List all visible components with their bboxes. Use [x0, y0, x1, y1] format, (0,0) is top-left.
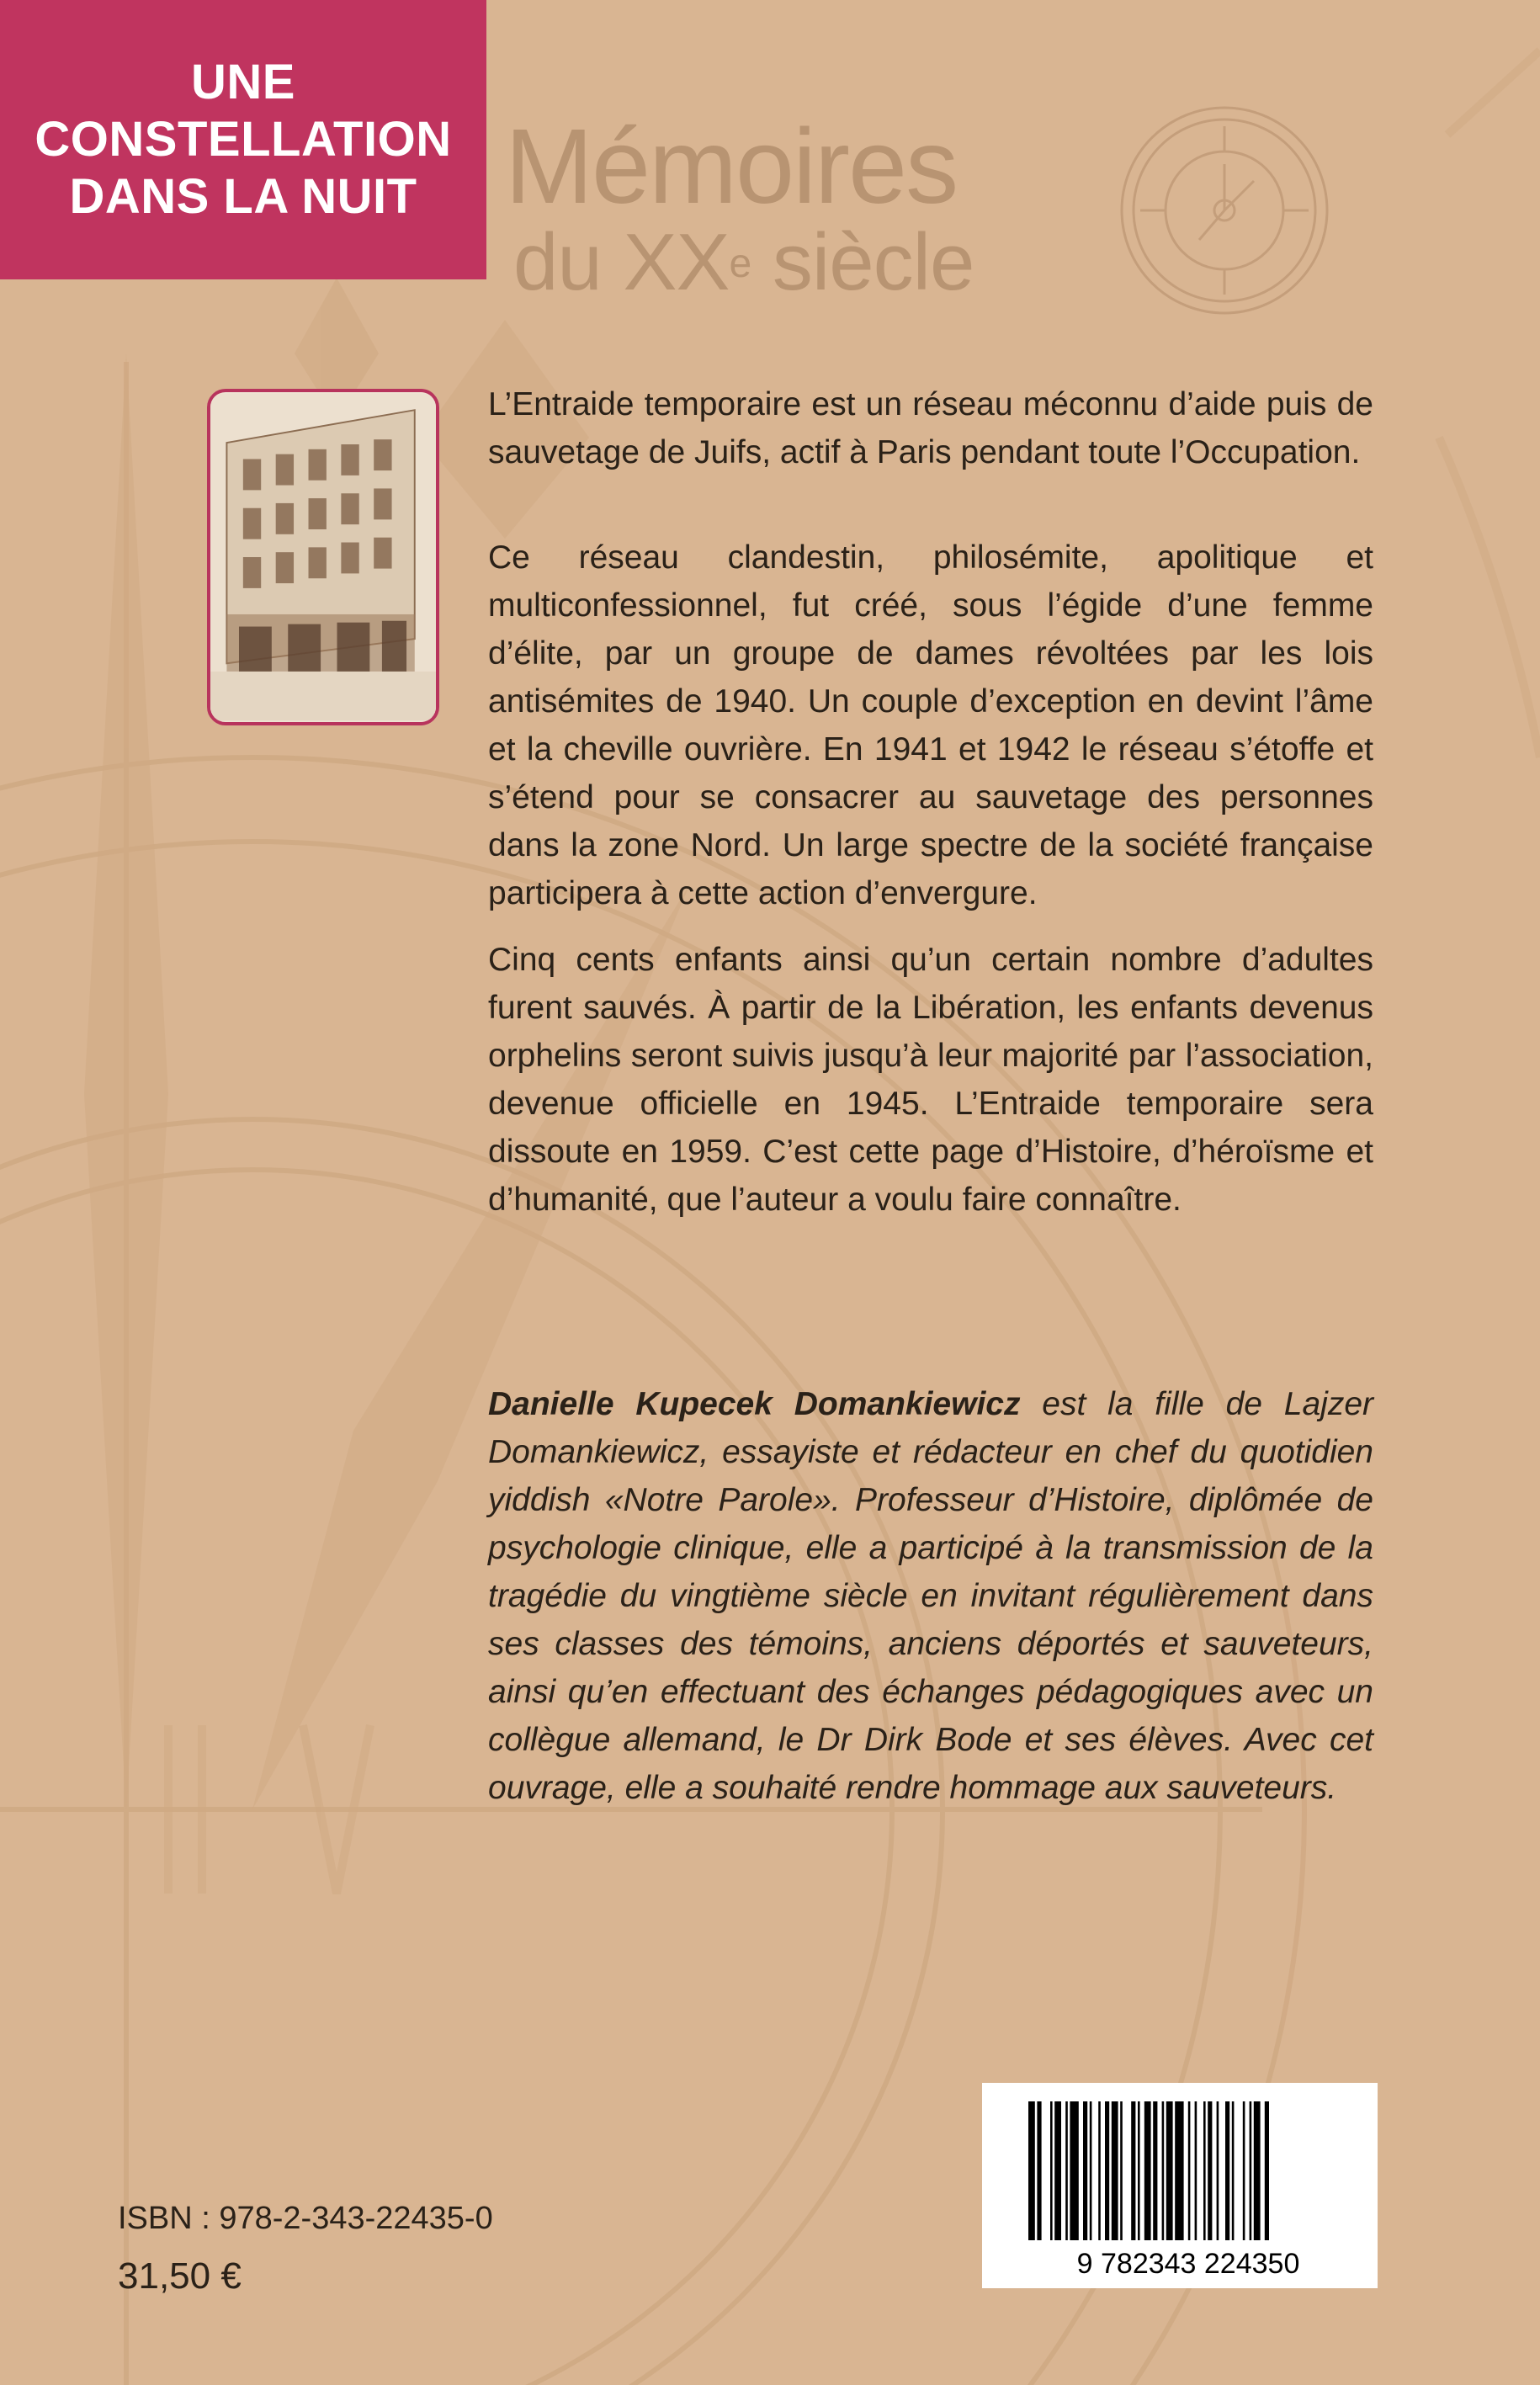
- price: 31,50 €: [118, 2255, 242, 2297]
- series-title: [505, 107, 974, 307]
- barcode-digits: 9 782343 224350: [1076, 2248, 1300, 2280]
- barcode-graphic: [982, 2083, 1378, 2288]
- author-bio-text: est la fille de Lajzer Domankiewicz, essayiste et rédacteur en chef du quotidien yiddish «Notre Parole». Professeur d’Histoire, diplômée de psychologie clinique, elle a participé à la transmission de la tragédie du vingtième siècle en invitant régulièrement dans ses classes des témoins, anciens déportés et sauveteurs, ainsi qu’en effectuant des échanges pédagogiques avec un collègue allemand, le Dr Dirk Bode et ses élèves. Avec cet ouvrage, elle a souhaité rendre hommage aux sauveteurs.: [488, 1386, 1373, 1806]
- title-line: DANS LA NUIT: [69, 169, 417, 224]
- summary-paragraph-1: L’Entraide temporaire est un réseau méconnu d’aide puis de sauvetage de Juifs, actif à Paris pendant toute l’Occupation.: [488, 386, 1373, 470]
- title-line: UNE: [191, 55, 295, 109]
- series-line-2-sup: e: [729, 242, 751, 286]
- barcode-bars-icon: [1028, 2101, 1269, 2240]
- series-line-2: [513, 217, 974, 307]
- isbn-number: ISBN : 978-2-343-22435-0: [118, 2201, 493, 2236]
- summary-paragraph-2: Ce réseau clandestin, philosémite, apolitique et multiconfessionnel, fut créé, sous l’égide d’une femme d’élite, par un groupe de dames révoltées par les lois antisémites de 1940. Un couple d’exception en devint l’âme et la cheville ouvrière. En 1941 et 1942 le réseau s’étoffe et s’étend pour se consacrer au sauvetage des personnes dans la zone Nord. Un large spectre de la société française participera à cette action d’envergure.: [488, 539, 1373, 911]
- author-bio: [488, 1380, 1373, 1812]
- building-illustration-icon: [210, 392, 436, 722]
- author-name: Danielle Kupecek Domankiewicz: [488, 1386, 1021, 1422]
- title-line: CONSTELLATION: [35, 112, 452, 167]
- barcode: [982, 2083, 1378, 2288]
- book-title: [0, 0, 486, 279]
- series-line-2-prefix: du XX: [513, 217, 730, 307]
- clock-logo-icon: [1115, 101, 1334, 320]
- summary-paragraph-3: Cinq cents enfants ainsi qu’un certain nombre d’adultes furent sauvés. À partir de la Libération, les enfants devenus orphelins seront suivis jusqu’à leur majorité par l’association, devenue officielle en 1945. L’Entraide temporaire sera dissoute en 1959. C’est cette page d’Histoire, d’héroïsme et d’humanité, que l’auteur a voulu faire connaître.: [488, 942, 1373, 1218]
- series-line-1: Mémoires: [505, 107, 958, 226]
- building-photo: [207, 389, 439, 725]
- series-line-2-suffix: siècle: [751, 217, 974, 307]
